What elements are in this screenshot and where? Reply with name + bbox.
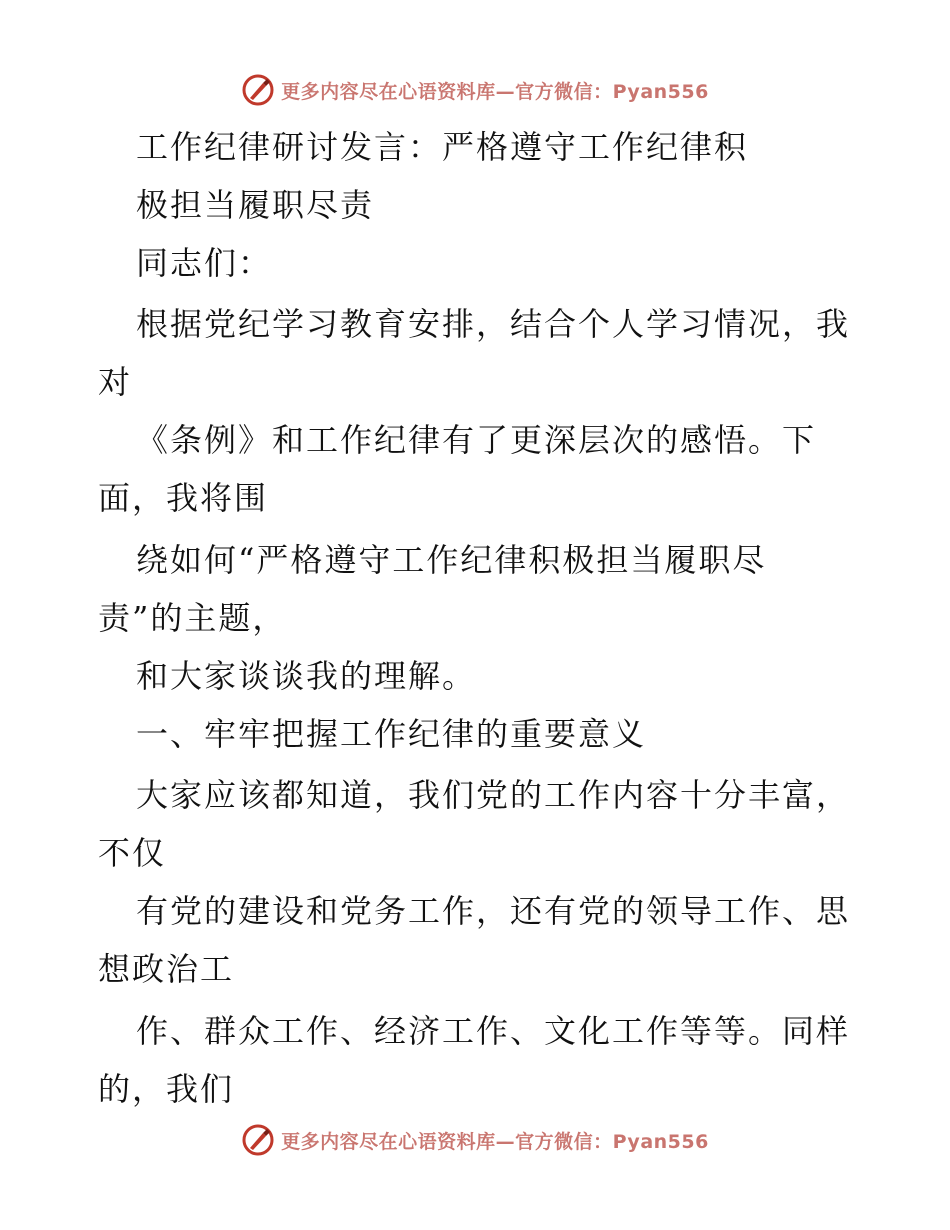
watermark-banner-bottom (0, 1120, 950, 1160)
pen-logo-icon (241, 73, 275, 107)
paragraph-line: 和大家谈谈我的理解。 (136, 657, 477, 695)
watermark-text-top: 更多内容尽在心语资料库—官方微信：Pyan556 (281, 80, 709, 103)
paragraph-line: 有党的建设和党务工作，还有党的领导工作、思 (136, 892, 851, 930)
doc-title-line-1: 工作纪律研讨发言：严格遵守工作纪律积 (136, 128, 749, 166)
paragraph-line: 绕如何“严格遵守工作纪律积极担当履职尽 (136, 541, 767, 579)
paragraph-line: 责”的主题， (98, 599, 287, 637)
paragraph-line: 作、群众工作、经济工作、文化工作等等。同样 (136, 1012, 851, 1050)
salutation: 同志们： (136, 244, 273, 282)
watermark-text-bottom: 更多内容尽在心语资料库—官方微信：Pyan556 (281, 1130, 709, 1153)
paragraph-line: 面，我将围 (98, 479, 269, 517)
section-heading: 一、牢牢把握工作纪律的重要意义 (136, 715, 647, 753)
paragraph-line: 大家应该都知道，我们党的工作内容十分丰富， (136, 776, 851, 814)
paragraph-line: 不仅 (98, 834, 167, 872)
doc-title-line-2: 极担当履职尽责 (136, 186, 375, 224)
paragraph-line: 对 (98, 363, 133, 401)
pen-logo-icon (241, 1123, 275, 1157)
paragraph-line: 想政治工 (98, 950, 235, 988)
paragraph-line: 根据党纪学习教育安排，结合个人学习情况，我 (136, 305, 851, 343)
watermark-banner-top (0, 70, 950, 110)
paragraph-line: 《条例》和工作纪律有了更深层次的感悟。下 (136, 421, 817, 459)
paragraph-line: 的，我们 (98, 1070, 235, 1108)
